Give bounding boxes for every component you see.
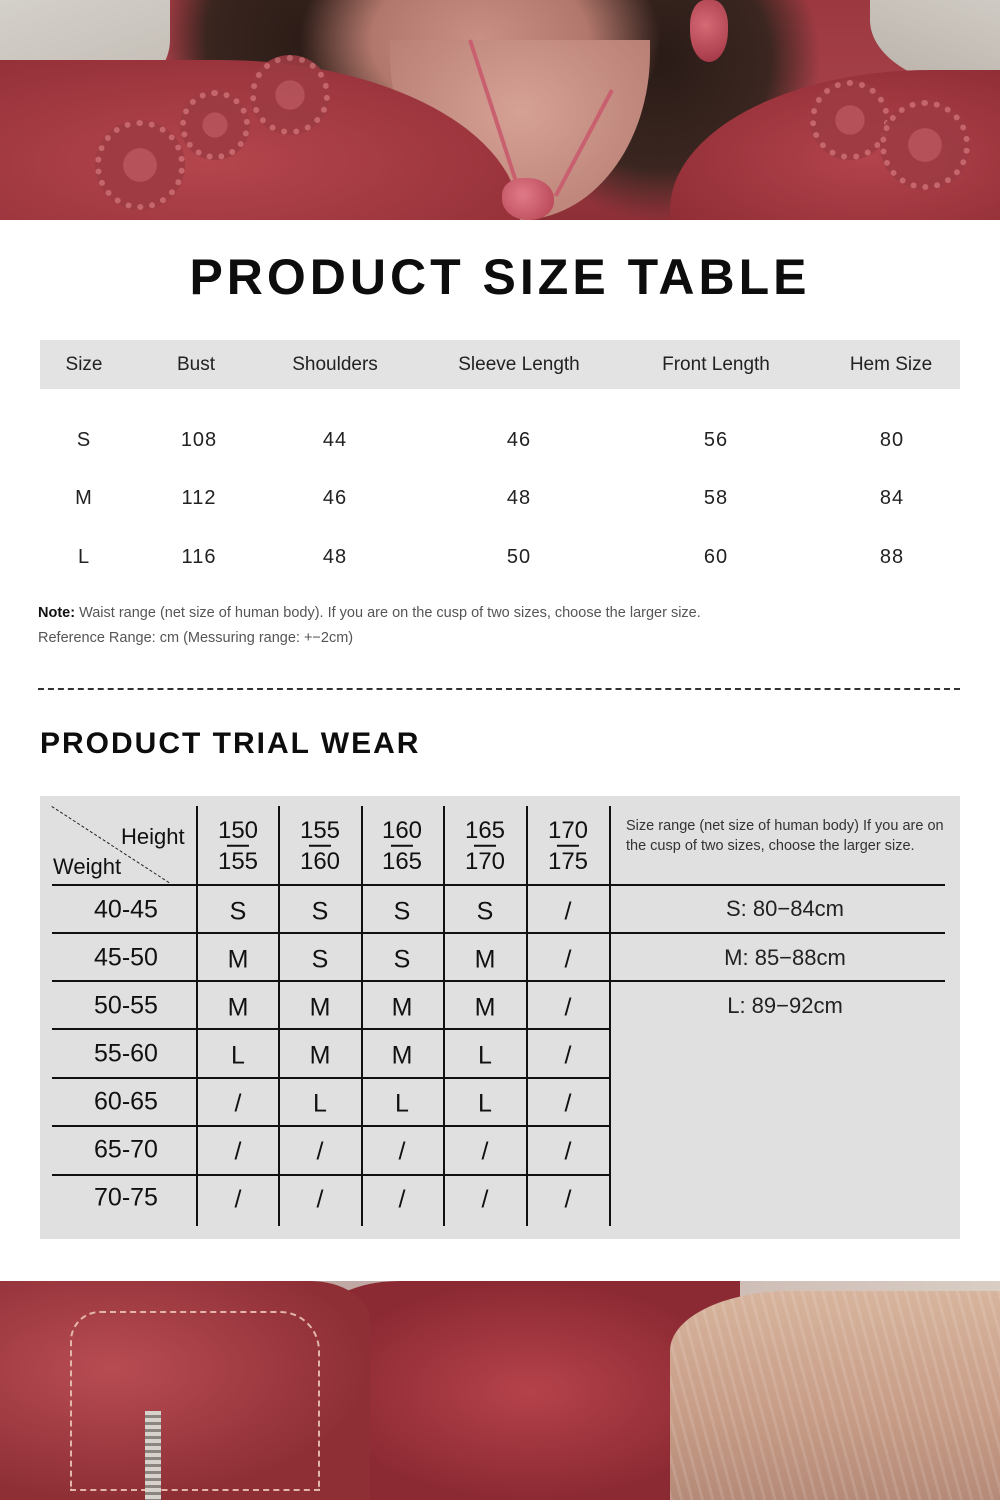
trial-size-cell: S [476,897,494,926]
trial-size-cell: / [564,1185,572,1214]
trial-size-cell: / [234,1089,242,1118]
section-divider [38,688,960,690]
trial-size-cell: / [316,1185,324,1214]
pendant-necklace [502,178,554,220]
page-title: PRODUCT SIZE TABLE [189,249,811,305]
trial-size-cell: M [227,993,249,1022]
size-table-cell: S [76,429,92,451]
trial-size-cell: M [391,993,413,1022]
size-table-cell: 116 [181,546,217,568]
size-note-label: Note: [38,605,76,621]
height-range-160-165: 160 165 [381,816,423,875]
weight-range: 55-60 [94,1039,158,1068]
trial-size-cell: / [234,1185,242,1214]
size-table-cell: 112 [181,487,217,509]
trial-size-cell: M [391,1041,413,1070]
trial-size-cell: / [481,1137,489,1166]
trial-size-cell: L [313,1089,327,1118]
size-note-text: Waist range (net size of human body). If you are on the cusp of two sizes, choose the larger size. [75,605,701,621]
height-label: Height [121,824,185,849]
size-table-cell: 50 [506,546,532,568]
size-table-cell: 48 [506,487,532,509]
trial-size-cell: / [234,1137,242,1166]
size-table-cell: 80 [879,429,905,451]
handbag [0,1281,370,1500]
trial-wear-title: PRODUCT TRIAL WEAR [40,727,421,760]
bottom-product-photo [0,1281,1000,1500]
trial-size-cell: S [229,897,247,926]
size-table-header-shoulders: Shoulders [292,354,378,375]
weight-range: 45-50 [94,943,158,972]
trial-size-cell: / [564,1041,572,1070]
size-range-m: M: 85−88cm [724,945,846,970]
size-table-cell: 58 [703,487,729,509]
trial-size-cell: M [474,993,496,1022]
size-range-l: L: 89−92cm [727,993,843,1018]
weight-range: 40-45 [94,895,158,924]
trial-size-cell: S [311,897,329,926]
height-range-170-175: 170 175 [547,816,589,875]
size-table-cell: 60 [703,546,729,568]
trial-size-cell: / [481,1185,489,1214]
size-table-header-front-length: Front Length [662,354,770,375]
trial-size-cell: L [478,1041,492,1070]
height-range-150-155: 150 155 [217,816,259,875]
size-table-header-sleeve-length: Sleeve Length [458,354,580,375]
size-table-cell: 48 [322,546,348,568]
trial-size-cell: / [564,993,572,1022]
size-table-header-hem-size: Hem Size [849,354,933,375]
trial-size-cell: / [564,1089,572,1118]
trial-size-cell: S [393,897,411,926]
trial-size-cell: L [231,1041,245,1070]
size-table-cell: 44 [322,429,348,451]
size-table-cell: 46 [506,429,532,451]
size-table-cell: 84 [879,487,905,509]
trial-size-cell: L [395,1089,409,1118]
size-range-s: S: 80−84cm [725,896,845,921]
trial-size-cell: S [393,945,411,974]
trial-size-cell: / [564,1137,572,1166]
size-table-header-bust: Bust [176,354,216,375]
trial-size-cell: / [564,897,572,926]
trial-size-cell: M [309,993,331,1022]
size-table-cell: 108 [180,429,218,451]
trial-size-cell: / [398,1185,406,1214]
size-table-cell: 46 [322,487,348,509]
size-table-header-size: Size [65,354,103,375]
size-range-note: Size range (net size of human body) If you are on the cusp of two sizes, choose the larger size. [626,818,944,854]
top-product-photo [0,0,1000,220]
weight-range: 50-55 [94,991,158,1020]
weight-range: 65-70 [94,1135,158,1164]
trial-size-cell: / [564,945,572,974]
trial-size-cell: M [227,945,249,974]
size-note [38,605,701,621]
weight-range: 70-75 [94,1183,158,1212]
size-table-cell: 88 [879,546,905,568]
weight-range: 60-65 [94,1087,158,1116]
trial-size-cell: M [474,945,496,974]
height-range-155-160: 155 160 [299,816,341,875]
size-table-cell: L [77,546,91,568]
earring [690,0,728,62]
size-table-cell: M [75,487,93,509]
trial-size-cell: / [316,1137,324,1166]
reference-range-note: Reference Range: cm (Messuring range: +−2cm) [38,630,354,646]
height-range-165-170: 165 170 [464,816,506,875]
size-table-cell: 56 [703,429,729,451]
trial-size-cell: S [311,945,329,974]
trial-size-cell: L [478,1089,492,1118]
trial-size-cell: M [309,1041,331,1070]
trial-size-cell: / [398,1137,406,1166]
weight-label: Weight [53,854,122,879]
